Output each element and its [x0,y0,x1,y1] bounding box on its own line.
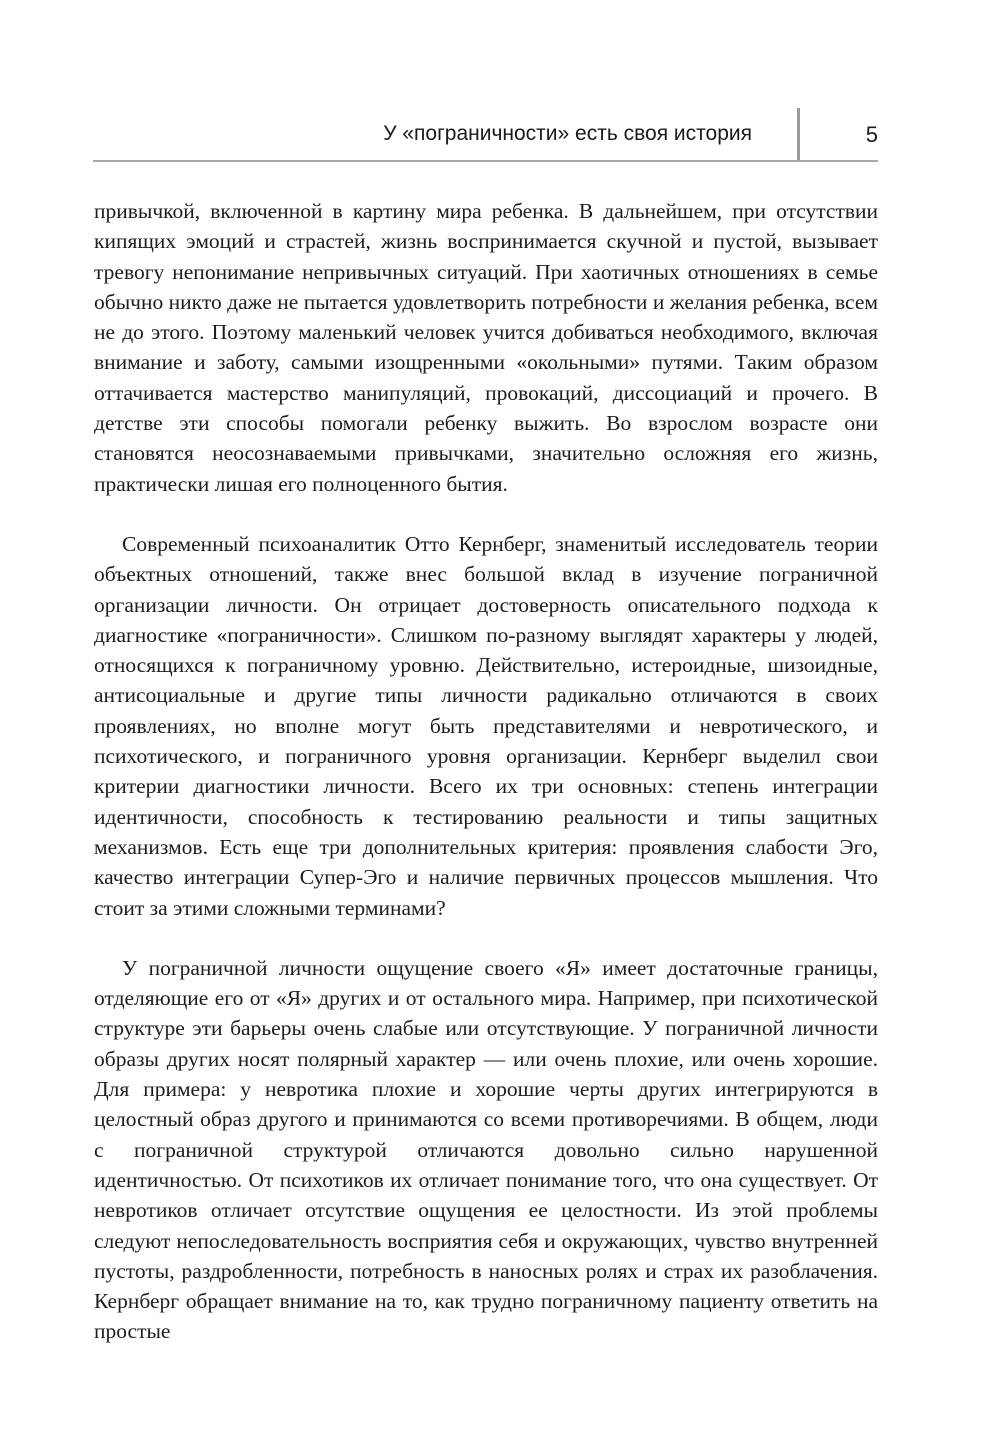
body-text [94,196,878,1347]
chapter-title: У «пограничности» есть своя история [383,122,752,145]
header-rule [93,160,878,162]
running-header [93,108,878,162]
page-number: 5 [865,122,878,147]
paragraph-3: У пограничной личности ощущение своего «Я» имеет достаточные границы, отделяющие его от «Я» других и от остального мира. Например, при психотической структуре эти барьеры очень слабые или отсутствующие. У пограничной личности образы других носят полярный характер — или очень плохие, или очень хорошие. Для примера: у невротика плохие и хорошие черты других интегрируются в целостный образ другого и принимаются со всеми противоречиями. В общем, люди с пограничной структурой отличаются довольно сильно нарушенной идентичностью. От психотиков их отличает понимание того, что она существует. От невротиков отличает отсутствие ощущения ее целостности. Из этой проблемы следуют непоследовательность восприятия себя и окружающих, чувство внутренней пустоты, раздробленности, потребность в наносных ролях и страх их разоблачения. Кернберг обращает внимание на то, как трудно пограничному пациенту ответить на простые [94,955,878,1344]
paragraph-2: Современный психоаналитик Отто Кернберг, знаменитый исследователь теории объектных отношений, также внес большой вклад в изучение пограничной организации личности. Он отрицает достоверность описательного подхода к диагностике «пограничности». Слишком по-разному выглядят характеры у людей, относящихся к пограничному уровню. Действительно, истероидные, шизоидные, антисоциальные и другие типы личности радикально отличаются в своих проявлениях, но вполне могут быть представителями и невротического, и психотического, и пограничного уровня организации. Кернберг выделил свои критерии диагностики личности. Всего их три основных: степень интеграции идентичности, способность к тестированию реальности и типы защитных механизмов. Есть еще три дополнительных критерия: проявления слабости Эго, качество интеграции Супер-Эго и наличие первичных процессов мышления. Что стоит за этими сложными терминами? [94,531,878,920]
header-vertical-divider [797,108,800,162]
paragraph-1: привычкой, включенной в картину мира ребенка. В дальнейшем, при отсутствии кипящих эмоций и страстей, жизнь воспринимается скучной и пустой, вызывает тревогу непонимание непривычных ситуаций. При хаотичных отношениях в семье обычно никто даже не пытается удовлетворить потребности и желания ребенка, всем не до этого. Поэтому маленький человек учится добиваться необходимого, включая внимание и заботу, самыми изощренными «окольными» путями. Таким образом оттачивается мастерство манипуляций, провокаций, диссоциаций и прочего. В детстве эти способы помогали ребенку выжить. Во взрослом возрасте они становятся неосознаваемыми привычками, значительно осложняя его жизнь, практически лишая его полноценного бытия. [94,199,878,496]
